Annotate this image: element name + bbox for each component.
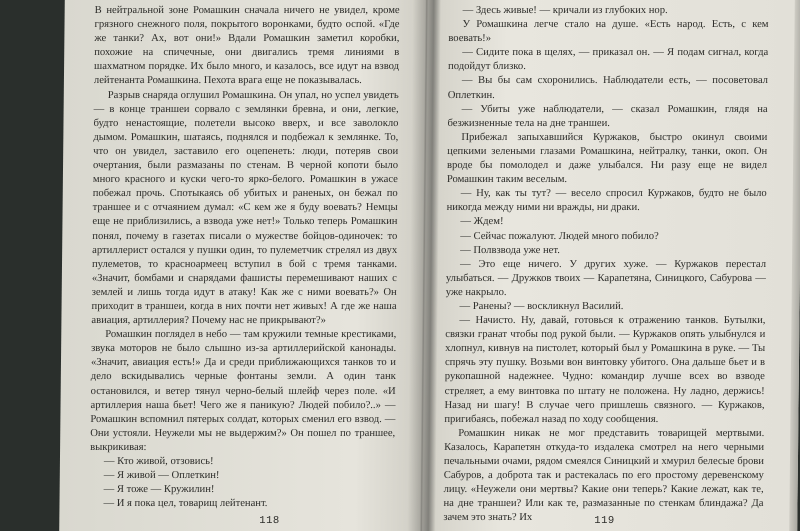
paragraph: Прибежал запыхавшийся Куржаков, быстро окинул своими цепкими зелеными глазами Ромашкина, нейтралку, танки, окоп. Он вроде бы помолодел и даже улыбался. Ни разу еще не видел Ромашкин таким веселым.: [446, 131, 768, 186]
paragraph: Ромашкин никак не мог представить товарищей мертвыми. Казалось, Карапетян откуда-то издалека смотрел на него черными печальными очами, рядом смеялся Синицкий и хмурил белесые брови Сабуров, а доброта так и растекалась по его простому деревенскому лицу. «Неужели они мертвы? Какие они теперь? Какие лежат, как те, на дне траншеи? Или как те, размазанные по стенкам блиндажа? Да зачем это знать? Их: [443, 427, 765, 524]
paragraph: — И я пока цел, товарищ лейтенант.: [103, 498, 268, 510]
paragraph: — Начисто. Ну, давай, готовься к отражению танков. Бутылки, связки гранат чтобы под рукой были. — Куржаков опять улыбнулся и хлопнул, кивнув на пистолет, который был у Ромашкина в руке. — Ты спрячь эту пушку. Возьми вон винтовку убитого. Она дальше бьет и в рукопашной надежнее. Чудно: командир лучше всех во взводе стреляет, а ему винтовка по штату не положена. Ну ладно, держись! Назад ни шагу! В случае чего пришлешь связного. — Куржаков, пригибаясь, побежал назад по ходу сообщения.: [444, 315, 766, 425]
page-edge: [789, 0, 800, 531]
paragraph: — Я тоже — Кружилин!: [103, 484, 215, 496]
right-page: [443, 4, 768, 525]
paragraph: — Это еще ничего. У других хуже. — Куржаков перестал улыбаться. — Дружков твоих — Карапетяна, Синицкого, Сабурова — уже накрыло.: [445, 258, 767, 298]
paragraph: — Вы бы сам схоронились. Наблюдатели есть, — посоветовал Оплеткин.: [447, 75, 768, 101]
book-spread: [59, 0, 800, 531]
paragraph: — Ждем!: [460, 216, 504, 228]
paragraph: — Кто живой, отзовись!: [103, 456, 214, 467]
paragraph: — Здесь живые! — кричали из глубоких нор.: [462, 5, 668, 16]
paragraph: — Сейчас пожалуют. Людей много побило?: [460, 230, 659, 242]
paragraph: — Полвзвода уже нет.: [460, 244, 560, 256]
paragraph: — Я живой — Оплеткин!: [103, 470, 220, 482]
paragraph: Ромашкин поглядел в небо — там кружили темные крестиками, звука моторов не было слышно из-за артиллерийской канонады. «Значит, авиация есть!» Да и среди приближающихся танков то и дело вскидывались черные фонтаны земли. А один танк остановился, и ветер тянул черно-белый шлейф через поле. «И артиллерия наша бьет! Чего же я паникую? Людей побило?..» — Ромашкин вспомнил пятерых солдат, которых сменил его взвод. — Они устояли. Неужели мы не выдержим?» Он пошел по траншее, выкрикивая:: [90, 329, 397, 453]
paragraph: Разрыв снаряда оглушил Ромашкина. Он упал, но успел увидеть — в конце траншеи сорвало с землянки бревна, и они, легкие, будто ненастоящие, полетели высоко вверх, и все заволокло дымом. Ромашкин, шатаясь, поднялся и подбежал к землянке. То, что он увидел, заставило его оцепенеть: люди, потеряв свои очертания, были размазаны по стенам. В черной копоти было много красного и куски чего-то ярко-белого. Ромашкин в ужасе побежал прочь. Спотыкаясь об убитых и раненых, он бежал по траншее и с отчаянием думал: «С кем же я буду воевать? Немцы еще не приблизились, а взвода уже нет!» Только теперь Ромашкин понял, почему в газетах писали о мужестве бойцов-одиночек: то артиллерист остался у пушки один, то пулеметчик стрелял из двух пулеметов, то красноармеец вступил в бой с тремя танками. «Значит, бомбами и снарядами фашисты перемешивают наших с землей и лишь тогда идут в атаку! Как же с ними воевать?» Он приходит в траншеи, когда в них почти нет живых! А где же наша авиация, артиллерия? Почему нас не прикрывают?»: [91, 89, 399, 327]
paragraph: — Ранены? — воскликнул Василий.: [459, 300, 624, 312]
spine: [407, 0, 441, 531]
page-number-left: 118: [259, 515, 280, 527]
paragraph: — Убиты уже наблюдатели, — сказал Ромашкин, глядя на безжизненные тела на дне траншеи.: [447, 103, 768, 129]
paragraph: В нейтральной зоне Ромашкин сначала ничего не увидел, кроме грязного снежного поля, покрытого воронками, будто оспой. «Где же танки? Ах, вот они!» Вдали Ромашкин заметил коробки, похожие на спичечные, они двигались тремя линиями в шахматном порядке. Их было много, и казалось, все идут на взвод лейтенанта Ромашкина. Пехота врага еще не показывалась.: [93, 5, 400, 87]
paragraph: — Сидите пока в щелях, — приказал он. — Я подам сигнал, когда подойдут близко.: [448, 47, 769, 73]
page-number-right: 119: [594, 515, 615, 527]
left-page: [89, 4, 399, 511]
paragraph: — Ну, как ты тут? — весело спросил Куржаков, будто не было никогда между ними ни вражды, ни драки.: [446, 188, 767, 214]
paragraph: У Ромашкина легче стало на душе. «Есть народ. Есть, с кем воевать!»: [448, 19, 769, 45]
